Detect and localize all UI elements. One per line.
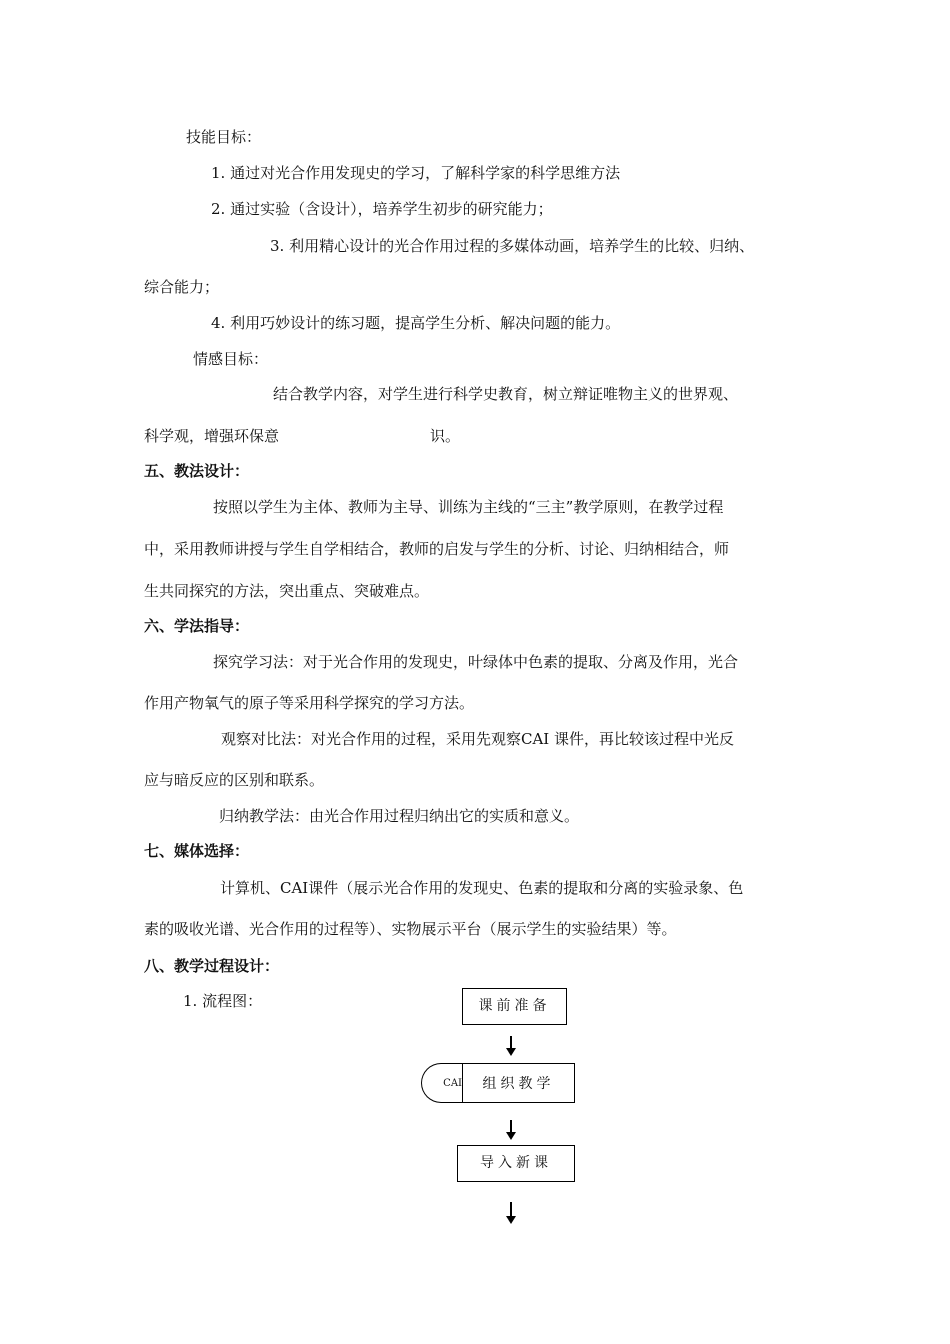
- arrow-down-icon: [506, 1036, 516, 1056]
- emotion-goals-text: 识。: [430, 427, 461, 445]
- flow-box-organize: 组织教学: [462, 1063, 575, 1103]
- cai-terminator-shape: CAI: [421, 1063, 464, 1103]
- section-heading: 七、媒体选择：: [144, 842, 250, 860]
- paragraph: 素的吸收光谱、光合作用的过程等）、实物展示平台（展示学生的实验结果）等。: [144, 920, 677, 938]
- section-heading: 五、教法设计：: [144, 462, 250, 480]
- arrow-down-icon: [506, 1202, 516, 1224]
- section-heading: 六、学法指导：: [144, 617, 250, 635]
- skill-goal-item: 1. 通过对光合作用发现史的学习，了解科学家的科学思维方法: [211, 164, 621, 182]
- skill-goal-item: 4. 利用巧妙设计的练习题，提高学生分析、解决问题的能力。: [211, 314, 621, 332]
- skill-goal-item-cont: 综合能力；: [144, 278, 220, 296]
- section-heading: 八、教学过程设计：: [144, 957, 280, 975]
- skill-goals-title: 技能目标：: [186, 128, 262, 146]
- paragraph: 按照以学生为主体、教师为主导、训练为主线的“三主”教学原则，在教学过程: [213, 498, 724, 516]
- paragraph: 探究学习法：对于光合作用的发现史，叶绿体中色素的提取、分离及作用，光合: [213, 653, 739, 671]
- emotion-goals-text: 科学观，增强环保意: [144, 427, 280, 445]
- paragraph: 归纳教学法：由光合作用过程归纳出它的实质和意义。: [219, 807, 580, 825]
- skill-goal-item: 3. 利用精心设计的光合作用过程的多媒体动画，培养学生的比较、归纳、: [270, 237, 755, 255]
- flowchart-label: 1. 流程图：: [183, 992, 263, 1010]
- flow-box-prep: 课前准备: [462, 988, 567, 1025]
- skill-goal-item: 2. 通过实验（含设计），培养学生初步的研究能力；: [211, 200, 553, 218]
- flow-box-intro: 导入新课: [457, 1145, 575, 1182]
- paragraph: 生共同探究的方法，突出重点、突破难点。: [144, 582, 430, 600]
- paragraph: 观察对比法：对光合作用的过程，采用先观察CAI 课件，再比较该过程中光反: [221, 730, 735, 748]
- paragraph: 计算机、CAI课件（展示光合作用的发现史、色素的提取和分离的实验录象、色: [220, 879, 744, 897]
- emotion-goals-text: 结合教学内容，对学生进行科学史教育，树立辩证唯物主义的世界观、: [273, 385, 739, 403]
- paragraph: 作用产物氧气的原子等采用科学探究的学习方法。: [144, 694, 475, 712]
- emotion-goals-title: 情感目标：: [193, 350, 269, 368]
- paragraph: 中，采用教师讲授与学生自学相结合，教师的启发与学生的分析、讨论、归纳相结合，师: [144, 540, 730, 558]
- paragraph: 应与暗反应的区别和联系。: [144, 771, 325, 789]
- arrow-down-icon: [506, 1120, 516, 1140]
